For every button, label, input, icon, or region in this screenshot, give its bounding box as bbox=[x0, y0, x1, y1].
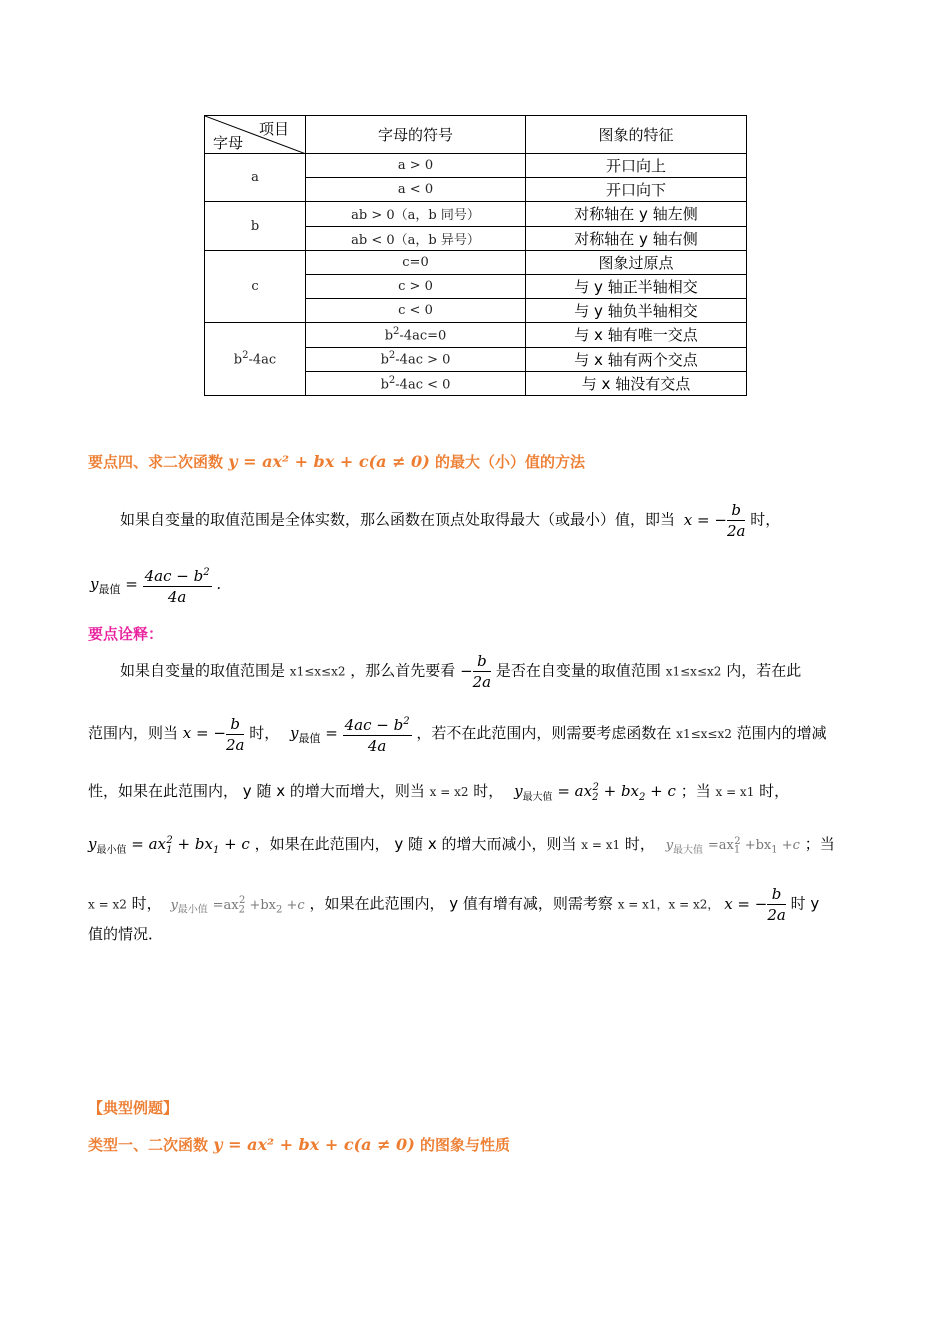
letter-cell: b bbox=[205, 202, 306, 250]
letter-cell: $b^2-4ac$ bbox=[205, 323, 306, 396]
text: 范围内，则当 bbox=[88, 724, 179, 742]
feature-cell: 与 y 轴正半轴相交 bbox=[526, 274, 747, 298]
label-max: 最大值 bbox=[522, 792, 553, 803]
header-item-label: 项目 bbox=[258, 120, 289, 138]
text: 是否在自变量的取值范围 bbox=[495, 661, 661, 680]
section-heading bbox=[88, 451, 585, 472]
range: x1≤x≤x2 bbox=[665, 664, 722, 679]
section-title-prefix: 要点四、求二次函数 bbox=[88, 453, 224, 471]
text: y 值有增有减，则需考察 bbox=[449, 894, 613, 913]
feature-cell: 与 x 轴有唯一交点 bbox=[526, 323, 747, 347]
text: 如果自变量的取值范围是 bbox=[120, 661, 286, 680]
text: 内，若在此 bbox=[726, 661, 802, 680]
vertex-formula: x = − $\frac{b}{2a}$ bbox=[683, 501, 746, 540]
x1-value: x = x1 bbox=[715, 785, 755, 799]
ymax-label: 最值 bbox=[98, 583, 121, 596]
label-min: 最小值 bbox=[177, 904, 208, 916]
text: ，如果在此范围内， bbox=[309, 894, 445, 913]
letter-cell: c bbox=[205, 250, 306, 323]
sign-cell: c > 0 bbox=[306, 274, 526, 298]
type1-formula: y = ax² + bx + c(a ≠ 0) bbox=[213, 1135, 415, 1154]
range: x1≤x≤x2 bbox=[676, 727, 732, 741]
table-row bbox=[205, 323, 747, 347]
type1-suffix: 的图象与性质 bbox=[420, 1136, 511, 1154]
feature-cell: 与 y 轴负半轴相交 bbox=[526, 299, 747, 323]
type1-heading bbox=[88, 1134, 510, 1155]
note-heading: 要点诠释： bbox=[88, 625, 164, 643]
text: y 随 x 的增大而减小，则当 bbox=[394, 835, 577, 853]
note-paragraph: 如果自变量的取值范围是 x1≤x≤x2 ，那么首先要看 − $\frac{b}{2a}$ 是否在自变量的取值范围 x1≤x≤x2 内，若在此 bbox=[120, 652, 802, 691]
sign-cell: a > 0 bbox=[306, 154, 526, 178]
text: ，若不在此范围内，则需要考虑函数在 bbox=[416, 724, 672, 742]
diagonal-header-cell bbox=[205, 116, 306, 154]
text: ；当 bbox=[804, 835, 835, 853]
text: 性，如果在此范围内， bbox=[88, 782, 239, 800]
feature-cell: 与 x 轴没有交点 bbox=[526, 371, 747, 395]
properties-table bbox=[204, 115, 747, 396]
section-title-suffix: 的最大（小）值的方法 bbox=[435, 453, 586, 471]
note-paragraph: 性，如果在此范围内， y 随 x 的增大而增大，则当 x = x2 时， $y_{最大值} = ax_2^2 + bx_2 + c$ ；当 x = x1 时， bbox=[88, 782, 790, 803]
text: 时， bbox=[249, 724, 280, 742]
text: 时， bbox=[473, 782, 504, 800]
sign-cell: ab < 0（a，b 异号） bbox=[306, 226, 526, 250]
feature-cell: 开口向上 bbox=[526, 154, 747, 178]
ymax-label: 最值 bbox=[298, 732, 321, 745]
x2-value: x = x2 bbox=[88, 897, 127, 912]
table-row bbox=[205, 250, 747, 274]
note-paragraph: $y_{最小值} = ax_1^2 + bx_1 + c$ ，如果在此范围内， y 随 x 的增大而减小，则当 x = x1 时， $y_{最大值} =ax_1^2 +bx_1 +c$ ；当 bbox=[88, 835, 835, 856]
label-min: 最小值 bbox=[96, 845, 127, 856]
text: ，如果在此范围内， bbox=[254, 835, 390, 853]
x2-value: x = x2 bbox=[429, 785, 469, 799]
note-paragraph: 范围内，则当 x = − $\frac{b}{2a}$ 时， $y_{最值}$ = $\frac{4ac - b^2}{4a}$ ，若不在此范围内，则需要考虑函数在 x1≤x≤x2 范围内的增减 bbox=[88, 712, 827, 756]
feature-cell: 对称轴在 y 轴左侧 bbox=[526, 202, 747, 226]
range: x1≤x≤x2 bbox=[289, 664, 346, 679]
sign-cell: c=0 bbox=[306, 250, 526, 274]
feature-cell: 图象过原点 bbox=[526, 250, 747, 274]
section-formula: y = ax² + bx + c(a ≠ 0) bbox=[228, 452, 430, 471]
note-paragraph: 值的情况． bbox=[88, 925, 164, 943]
text: 时， bbox=[750, 510, 781, 529]
feature-cell: 开口向下 bbox=[526, 178, 747, 202]
x-list: x = x1，x = x2， bbox=[617, 897, 720, 912]
sign-cell: ab > 0（a，b 同号） bbox=[306, 202, 526, 226]
text: 时， bbox=[624, 835, 655, 853]
table-row bbox=[205, 154, 747, 178]
text: 时， bbox=[759, 782, 790, 800]
feature-cell: 与 x 轴有两个交点 bbox=[526, 347, 747, 371]
table-header-row bbox=[205, 116, 747, 154]
text: 范围内的增减 bbox=[736, 724, 827, 742]
paragraph bbox=[120, 500, 780, 541]
table-row bbox=[205, 202, 747, 226]
sign-cell: $b^2-4ac > 0$ bbox=[306, 347, 526, 371]
sign-cell: $b^2-4ac=0$ bbox=[306, 323, 526, 347]
type1-prefix: 类型一、二次函数 bbox=[88, 1136, 209, 1154]
label-max: 最大值 bbox=[673, 845, 704, 856]
x1-value: x = x1 bbox=[581, 838, 621, 852]
text: ；当 bbox=[680, 782, 711, 800]
header-feature: 图象的特征 bbox=[526, 116, 747, 154]
sign-cell: $b^2-4ac < 0$ bbox=[306, 371, 526, 395]
text: y 随 x 的增大而增大，则当 bbox=[242, 782, 425, 800]
sign-cell: c < 0 bbox=[306, 299, 526, 323]
sign-cell: a < 0 bbox=[306, 178, 526, 202]
text: ，那么首先要看 bbox=[350, 661, 456, 680]
header-letter-label: 字母 bbox=[213, 134, 244, 152]
letter-cell: a bbox=[205, 154, 306, 202]
examples-heading: 【典型例题】 bbox=[88, 1099, 179, 1117]
header-sign: 字母的符号 bbox=[306, 116, 526, 154]
extremum-formula: $y_{最值}$ = $\frac{4ac - b^2}{4a}$ . bbox=[90, 563, 221, 607]
text: 时 y bbox=[790, 894, 820, 913]
note-paragraph: x = x2 时， $y_{最小值} =ax_2^2 +bx_2 +c$ ，如果在此范围内， y 值有增有减，则需考察 x = x1，x = x2， x = − $\frac{b}{2a}$ 时 y bbox=[88, 885, 820, 924]
text: 如果自变量的取值范围是全体实数，那么函数在顶点处取得最大（或最小）值，即当 bbox=[120, 510, 676, 529]
feature-cell: 对称轴在 y 轴右侧 bbox=[526, 226, 747, 250]
text: 时， bbox=[131, 894, 162, 913]
